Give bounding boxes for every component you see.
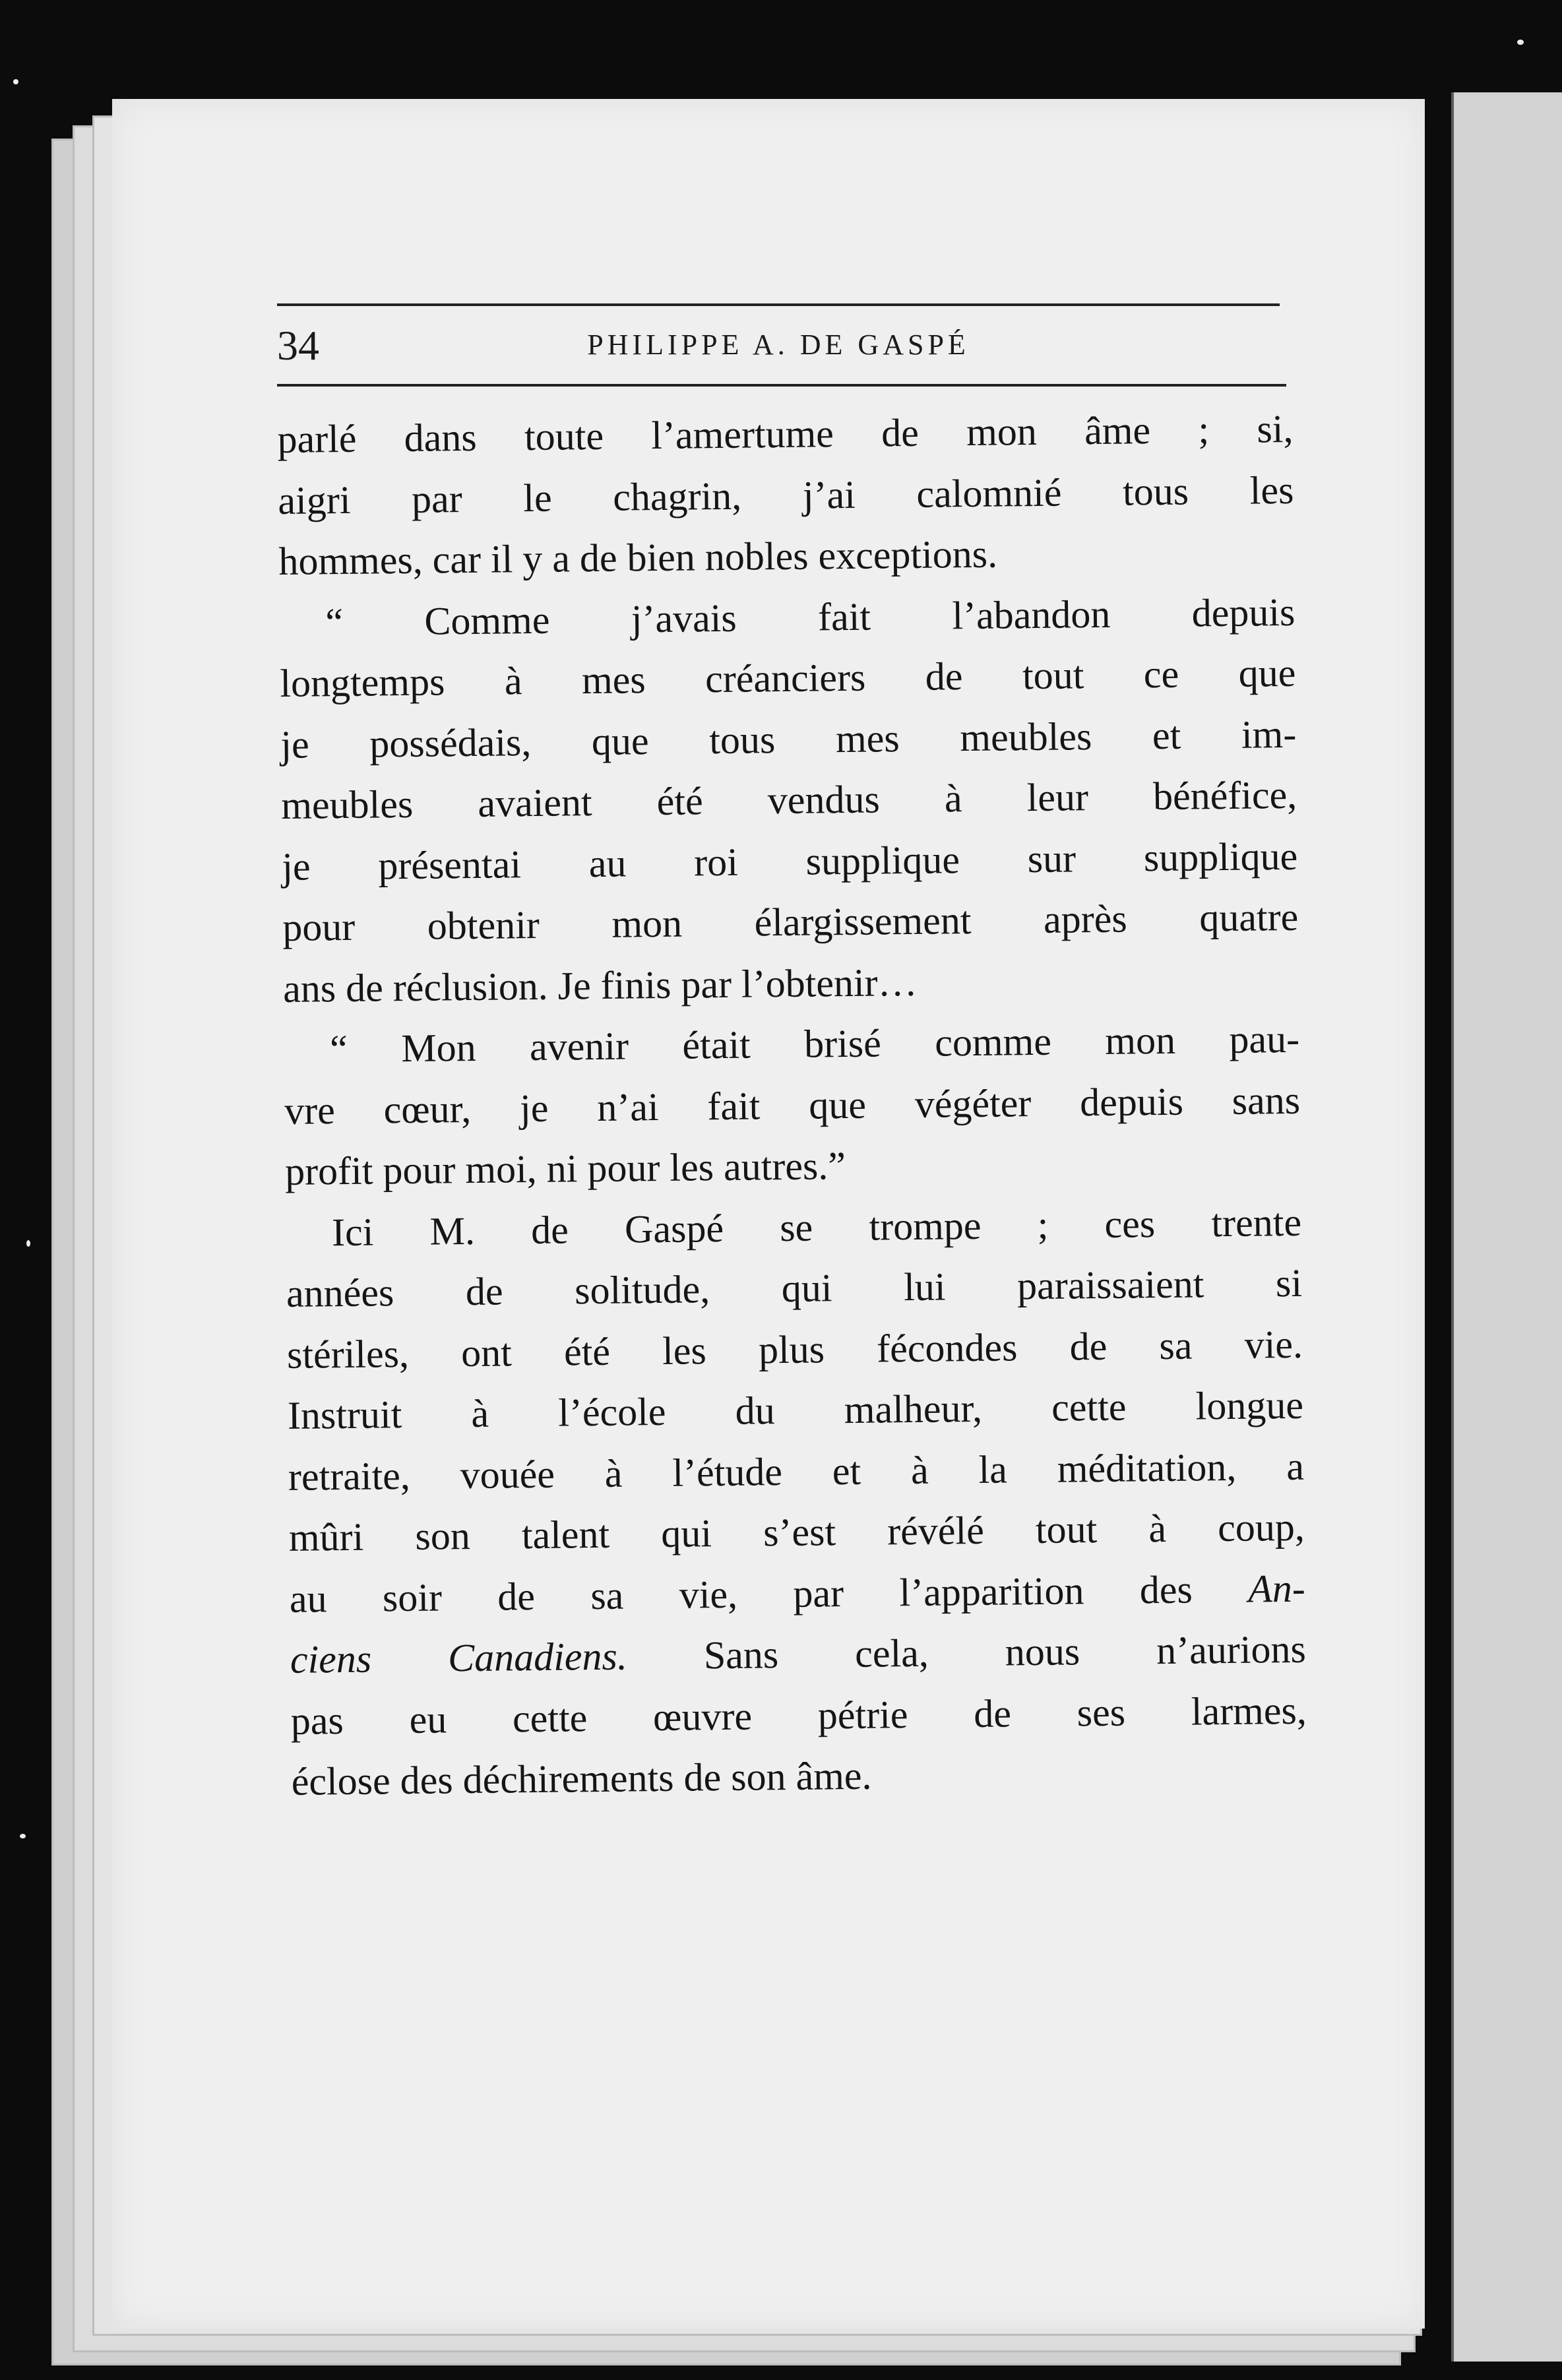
text-line: je possédais, que tous mes meubles et im- [280,712,1297,767]
text-line: aigri par le chagrin, j’ai calomnié tous les [278,468,1294,522]
text-line-part: Sans cela, nous n’aurions [627,1627,1307,1678]
page-header [277,313,1280,379]
dust-speck [13,79,18,84]
text-line: retraite, vouée à l’étude et à la méditation, a [288,1444,1305,1499]
text-line: profit pour moi, ni pour les autres.” [284,1144,846,1193]
text-line: stériles, ont été les plus fécondes de sa vie. [286,1322,1303,1377]
text-line: je présentai au roi supplique sur supplique [281,834,1298,889]
text-line: “ Mon avenir était brisé comme mon pau- [329,1017,1300,1071]
italic-text: An- [1247,1566,1306,1611]
dust-speck [1517,40,1524,45]
text-line: pas eu cette œuvre pétrie de ses larmes, [290,1688,1307,1743]
text-line-part: au soir de sa vie, par l’apparition des [289,1567,1249,1621]
header-rule-bottom [277,384,1286,387]
text-line: éclose des déchirements de son âme. [291,1753,872,1803]
text-line: “ Comme j’avais fait l’abandon depuis [325,590,1296,644]
text-line: mûri son talent qui s’est révélé tout à coup, [288,1505,1305,1559]
text-line: pour obtenir mon élargissement après quatre [282,894,1299,949]
text-line: parlé dans toute l’amertume de mon âme ; si, [277,406,1294,461]
text-line: vre cœur, je n’ai fait que végéter depuis sans [284,1078,1301,1133]
text-line: années de solitude, qui lui paraissaient si [286,1261,1303,1315]
italic-text: ciens Canadiens. [290,1634,628,1681]
text-line [290,1619,1306,1691]
text-line: Ici M. de Gaspé se trompe ; ces trente [331,1200,1302,1254]
body-text [277,398,1307,1813]
text-line: hommes, car il y a de bien nobles exceptions. [278,532,998,583]
text-line: meubles avaient été vendus à leur bénéfice, [280,772,1297,827]
facing-page-edge [1451,92,1562,2362]
text-line [289,1557,1305,1629]
header-rule-top [277,303,1280,306]
text-line: longtemps à mes créanciers de tout ce que [280,650,1296,705]
page-number: 34 [277,322,319,369]
text-line: ans de réclusion. Je finis par l’obtenir… [282,960,918,1011]
dust-speck [20,1834,26,1838]
dust-speck [26,1240,30,1247]
text-line: Instruit à l’école du malheur, cette longue [287,1383,1304,1437]
running-head: PHILIPPE A. DE GASPÉ [587,329,970,361]
